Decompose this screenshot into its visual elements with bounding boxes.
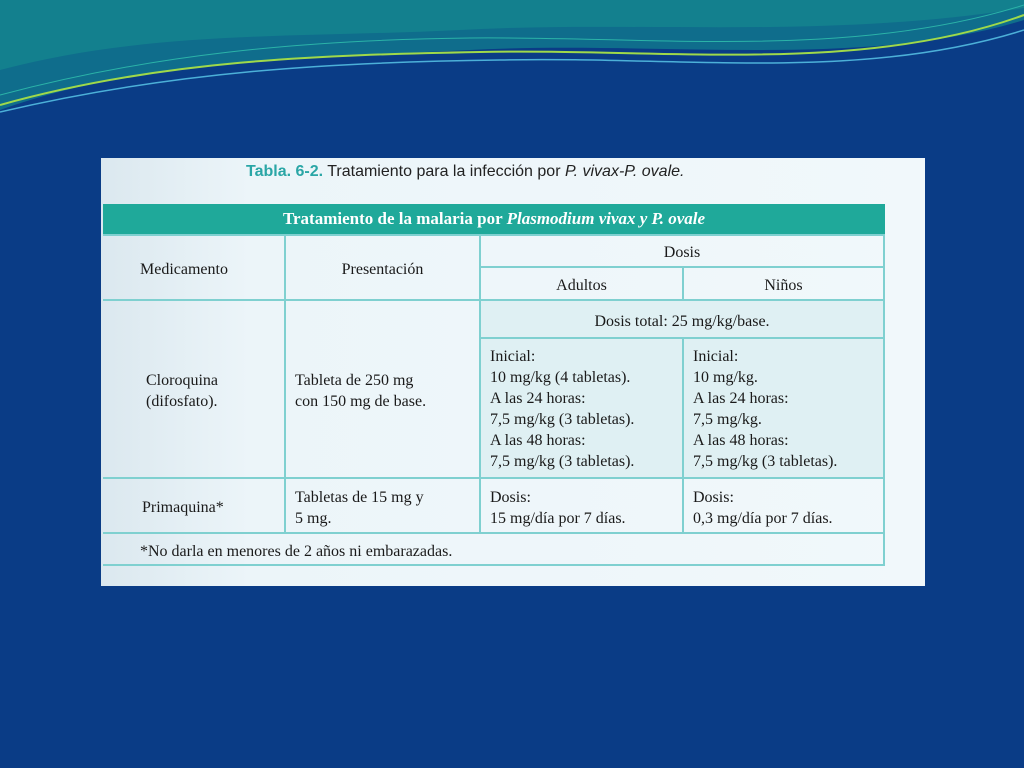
table-header-band	[103, 204, 885, 234]
grid-line	[682, 337, 684, 532]
primaquine-presentation-line: 5 mg.	[295, 510, 332, 527]
grid-line	[103, 532, 885, 534]
dose-line: 0,3 mg/día por 7 días.	[693, 510, 833, 527]
dose-line: Dosis:	[693, 489, 734, 506]
grid-line	[103, 234, 885, 236]
grid-line	[103, 299, 885, 301]
dose-line: 10 mg/kg.	[693, 369, 758, 386]
primaquine-name: Primaquina*	[142, 499, 224, 516]
dose-line: 7,5 mg/kg (3 tabletas).	[490, 453, 635, 470]
grid-line	[103, 477, 885, 479]
chloroquine-adult-dose	[490, 346, 634, 472]
caption-label: Tabla. 6-2.	[246, 163, 324, 180]
primaquine-child-dose	[693, 487, 833, 529]
table-header-species: Plasmodium vivax y P. ovale	[506, 209, 706, 228]
decorative-wave-banner	[0, 0, 1024, 120]
dose-line: 10 mg/kg (4 tabletas).	[490, 369, 631, 386]
chloroquine-presentation	[295, 370, 426, 412]
chloroquine-presentation-line: con 150 mg de base.	[295, 393, 427, 410]
chloroquine-name-line: (difosfato).	[146, 393, 218, 410]
dose-line: 7,5 mg/kg (3 tabletas).	[693, 453, 838, 470]
primaquine-presentation	[295, 487, 424, 529]
caption-species: P. vivax-P. ovale.	[564, 163, 685, 180]
chloroquine-child-dose	[693, 346, 837, 472]
table-header-prefix: Tratamiento de la malaria por	[282, 209, 503, 228]
dose-line: Inicial:	[490, 348, 536, 365]
column-header-medicamento: Medicamento	[140, 261, 228, 278]
chloroquine-presentation-line: Tableta de 250 mg	[295, 372, 414, 389]
chloroquine-name	[146, 370, 218, 412]
grid-line	[103, 564, 885, 566]
column-header-ninos: Niños	[764, 277, 803, 294]
dose-line: 7,5 mg/kg (3 tabletas).	[490, 411, 635, 428]
dose-line: A las 48 horas:	[693, 432, 789, 449]
chloroquine-name-line: Cloroquina	[146, 372, 218, 389]
caption-text: Tratamiento para la infección por	[327, 163, 561, 180]
dose-line: Inicial:	[693, 348, 739, 365]
table-footnote: *No darla en menores de 2 años ni embarazadas.	[140, 543, 453, 560]
grid-line	[883, 234, 885, 564]
column-header-adultos: Adultos	[556, 277, 607, 294]
column-header-dosis: Dosis	[663, 244, 701, 261]
dose-line: 7,5 mg/kg.	[693, 411, 762, 428]
dose-line: 15 mg/día por 7 días.	[490, 510, 626, 527]
column-header-presentacion: Presentación	[341, 261, 424, 278]
dose-line: Dosis:	[490, 489, 531, 506]
table-caption	[246, 163, 684, 181]
primaquine-presentation-line: Tabletas de 15 mg y	[295, 489, 424, 506]
dose-line: A las 48 horas:	[490, 432, 586, 449]
dose-line: A las 24 horas:	[693, 390, 789, 407]
chloroquine-total-dose: Dosis total: 25 mg/kg/base.	[594, 313, 770, 330]
primaquine-adult-dose	[490, 487, 626, 529]
dose-line: A las 24 horas:	[490, 390, 586, 407]
